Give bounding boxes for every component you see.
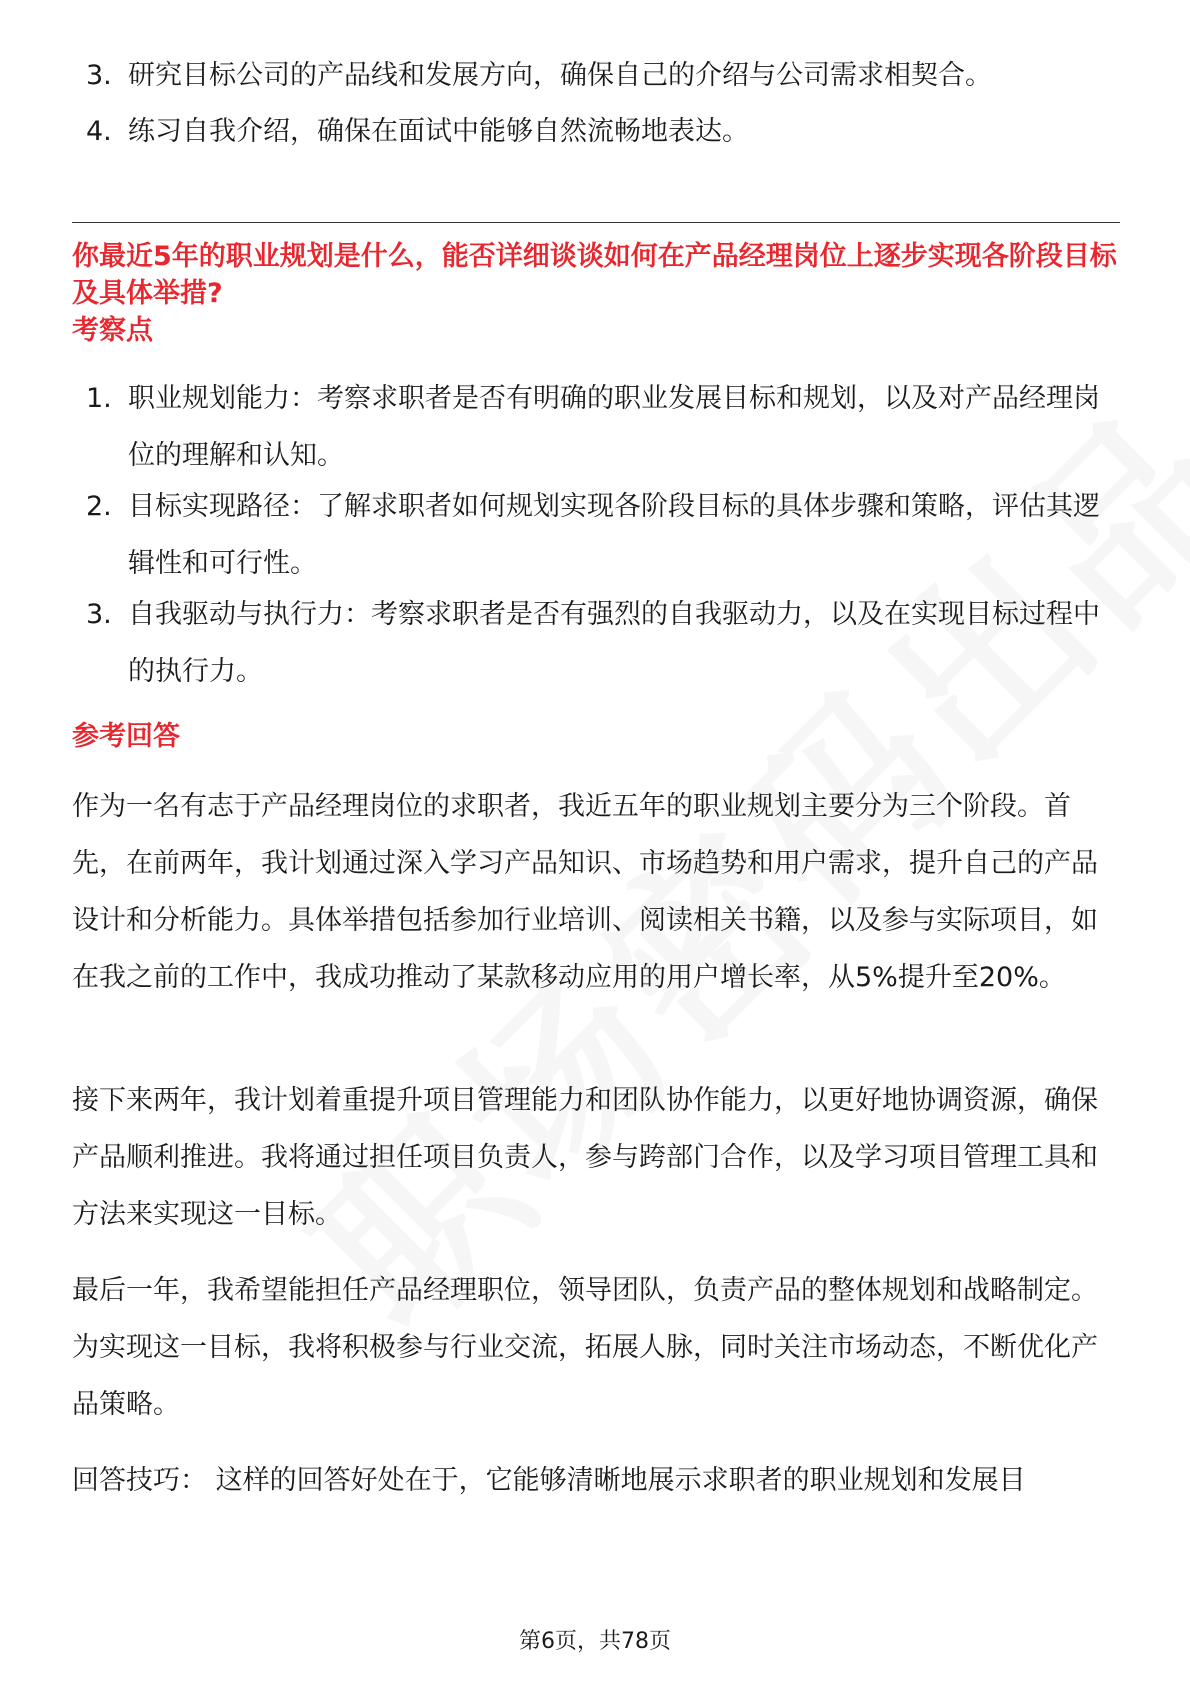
list-number: 3. [86,599,112,630]
page-footer: 第6页，共78页 [519,1629,671,1654]
kaochadian-title: 考察点 [72,315,153,346]
list-number: 2. [86,491,112,522]
list-text: 目标实现路径：了解求职者如何规划实现各阶段目标的具体步骤和策略，评估其逻辑性和可行性。 [128,491,1100,579]
list-number: 3. [86,60,112,91]
list-number: 1. [86,383,112,414]
answer-title: 参考回答 [72,721,180,752]
list-text: 练习自我介绍，确保在面试中能够自然流畅地表达。 [128,116,749,147]
section-divider [72,222,1120,223]
list-item [86,103,1116,160]
list-item [86,370,1116,484]
list-item [86,586,1116,700]
list-number: 4. [86,116,112,147]
list-text: 自我驱动与执行力：考察求职者是否有强烈的自我驱动力，以及在实现目标过程中的执行力。 [128,599,1100,687]
list-text: 职业规划能力：考察求职者是否有明确的职业发展目标和规划，以及对产品经理岗位的理解和认知。 [128,383,1100,471]
list-item [86,47,1116,104]
answer-paragraph: 最后一年，我希望能担任产品经理职位，领导团队，负责产品的整体规划和战略制定。为实现这一目标，我将积极参与行业交流，拓展人脉，同时关注市场动态，不断优化产品策略。 [72,1275,1098,1420]
list-text: 研究目标公司的产品线和发展方向，确保自己的介绍与公司需求相契合。 [128,60,992,91]
answer-paragraph: 接下来两年，我计划着重提升项目管理能力和团队协作能力，以更好地协调资源，确保产品顺利推进。我将通过担任项目负责人，参与跨部门合作，以及学习项目管理工具和方法来实现这一目标。 [72,1085,1098,1230]
answer-paragraph: 作为一名有志于产品经理岗位的求职者，我近五年的职业规划主要分为三个阶段。首先，在前两年，我计划通过深入学习产品知识、市场趋势和用户需求，提升自己的产品设计和分析能力。具体举措包括参加行业培训、阅读相关书籍，以及参与实际项目，如在我之前的工作中，我成功推动了某款移动应用的用户增长率，从5%提升至20%。 [72,791,1098,993]
answer-tip: 回答技巧： 这样的回答好处在于，它能够清晰地展示求职者的职业规划和发展目 [72,1465,1026,1496]
question-heading: 你最近5年的职业规划是什么，能否详细谈谈如何在产品经理岗位上逐步实现各阶段目标及具体举措? [72,241,1117,309]
list-item [86,478,1116,592]
